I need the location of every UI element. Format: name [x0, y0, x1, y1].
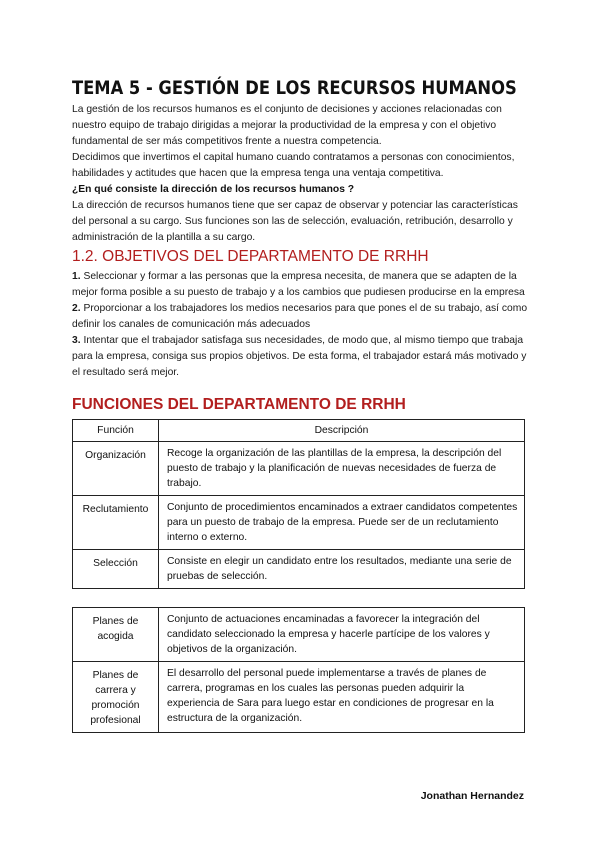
table-row [73, 496, 525, 550]
header-descripcion: Descripción [159, 420, 525, 442]
function-description: El desarrollo del personal puede implementarse a través de planes de carrera, programas en los cuales las personas pueden adquirir la experiencia de Sara para luego estar en condiciones de progresar en la estructura de la organización. [159, 662, 525, 733]
answer-paragraph: La dirección de recursos humanos tiene que ser capaz de observar y potenciar las características del personal a su cargo. Sus funciones son las de selección, evaluación, retribución, desarrollo y administración de la plantilla a su cargo. [72, 200, 518, 243]
page-title: TEMA 5 - GESTIÓN DE LOS RECURSOS HUMANOS [72, 77, 517, 99]
function-name: Planes de acogida [73, 608, 159, 662]
objective-number: 2. [72, 303, 81, 314]
objective-text: Proporcionar a los trabajadores los medios necesarios para que pones el de su trabajo, así como definir los canales de comunicación más adecuados [72, 303, 528, 330]
header-funcion: Función [73, 420, 159, 442]
objective-number: 1. [72, 271, 81, 282]
document-page [72, 76, 532, 733]
author-name: Jonathan Hernandez [420, 790, 524, 802]
objective-text: Seleccionar y formar a las personas que la empresa necesita, de manera que se adapten de la mejor forma posible a su puesto de trabajo y a los cambios que pudiesen producirse en la empresa [72, 271, 525, 298]
objective-text: Intentar que el trabajador satisfaga sus necesidades, de modo que, al mismo tiempo que trabaja para la empresa, consiga sus propios objetivos. De esta forma, el trabajador estará más motivado y el resultado será mejor. [72, 335, 527, 378]
intro-paragraph-1: La gestión de los recursos humanos es el conjunto de decisiones y acciones relacionadas con nuestro equipo de trabajo dirigidas a mejorar la productividad de la empresa y con el objetivo fundamental de ser más competitivos frente a nuestra competencia. [72, 104, 502, 147]
objective-number: 3. [72, 335, 81, 346]
table-row [73, 662, 525, 733]
function-name: Organización [73, 442, 159, 496]
objective-item-2 [72, 301, 532, 333]
objective-item-3 [72, 333, 532, 381]
objective-item-1 [72, 269, 532, 301]
table-header-row [73, 420, 525, 442]
functions-heading: FUNCIONES DEL DEPARTAMENTO DE RRHH [72, 396, 406, 413]
functions-table-continued [72, 607, 525, 733]
function-description: Consiste en elegir un candidato entre los resultados, mediante una serie de pruebas de selección. [159, 550, 525, 589]
function-description: Conjunto de procedimientos encaminados a extraer candidatos competentes para un puesto de trabajo de la empresa. Puede ser de un reclutamiento interno o externo. [159, 496, 525, 550]
functions-table [72, 419, 525, 589]
table-row [73, 608, 525, 662]
question-heading: ¿En qué consiste la dirección de los recursos humanos ? [72, 184, 355, 195]
function-name: Planes de carrera y promoción profesional [73, 662, 159, 733]
function-name: Selección [73, 550, 159, 589]
table-row [73, 550, 525, 589]
table-row [73, 442, 525, 496]
function-description: Recoge la organización de las plantillas de la empresa, la descripción del puesto de trabajo y la planificación de nuevas necesidades de fuerza de trabajo. [159, 442, 525, 496]
intro-paragraph-2: Decidimos que invertimos el capital humano cuando contratamos a personas con conocimientos, habilidades y actitudes que hacen que la empresa tenga una ventaja competitiva. [72, 152, 515, 179]
objectives-heading: 1.2. OBJETIVOS DEL DEPARTAMENTO DE RRHH [72, 248, 429, 265]
function-description: Conjunto de actuaciones encaminadas a favorecer la integración del candidato seleccionado la empresa y hacerle partícipe de los valores y objetivos de la organización. [159, 608, 525, 662]
function-name: Reclutamiento [73, 496, 159, 550]
